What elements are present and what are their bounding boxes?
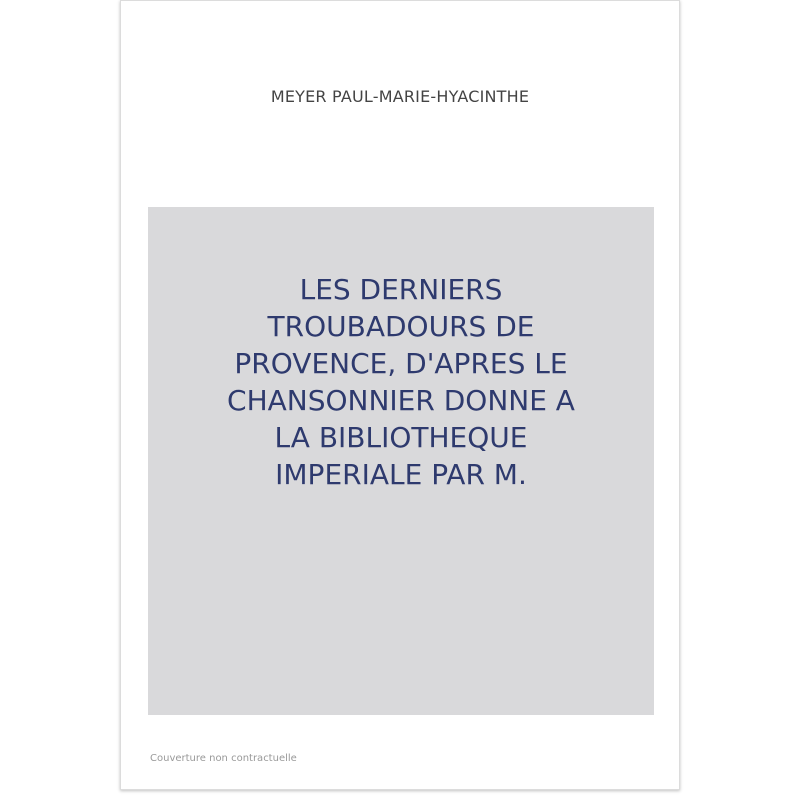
title-panel bbox=[148, 207, 654, 715]
book-cover bbox=[120, 0, 680, 790]
cover-disclaimer: Couverture non contractuelle bbox=[150, 753, 297, 764]
book-author: MEYER PAUL-MARIE-HYACINTHE bbox=[270, 87, 530, 106]
book-title: LES DERNIERS TROUBADOURS DE PROVENCE, D'APRES LE CHANSONNIER DONNE A LA BIBLIOTHEQUE IMPERIALE PAR M. bbox=[227, 273, 575, 491]
